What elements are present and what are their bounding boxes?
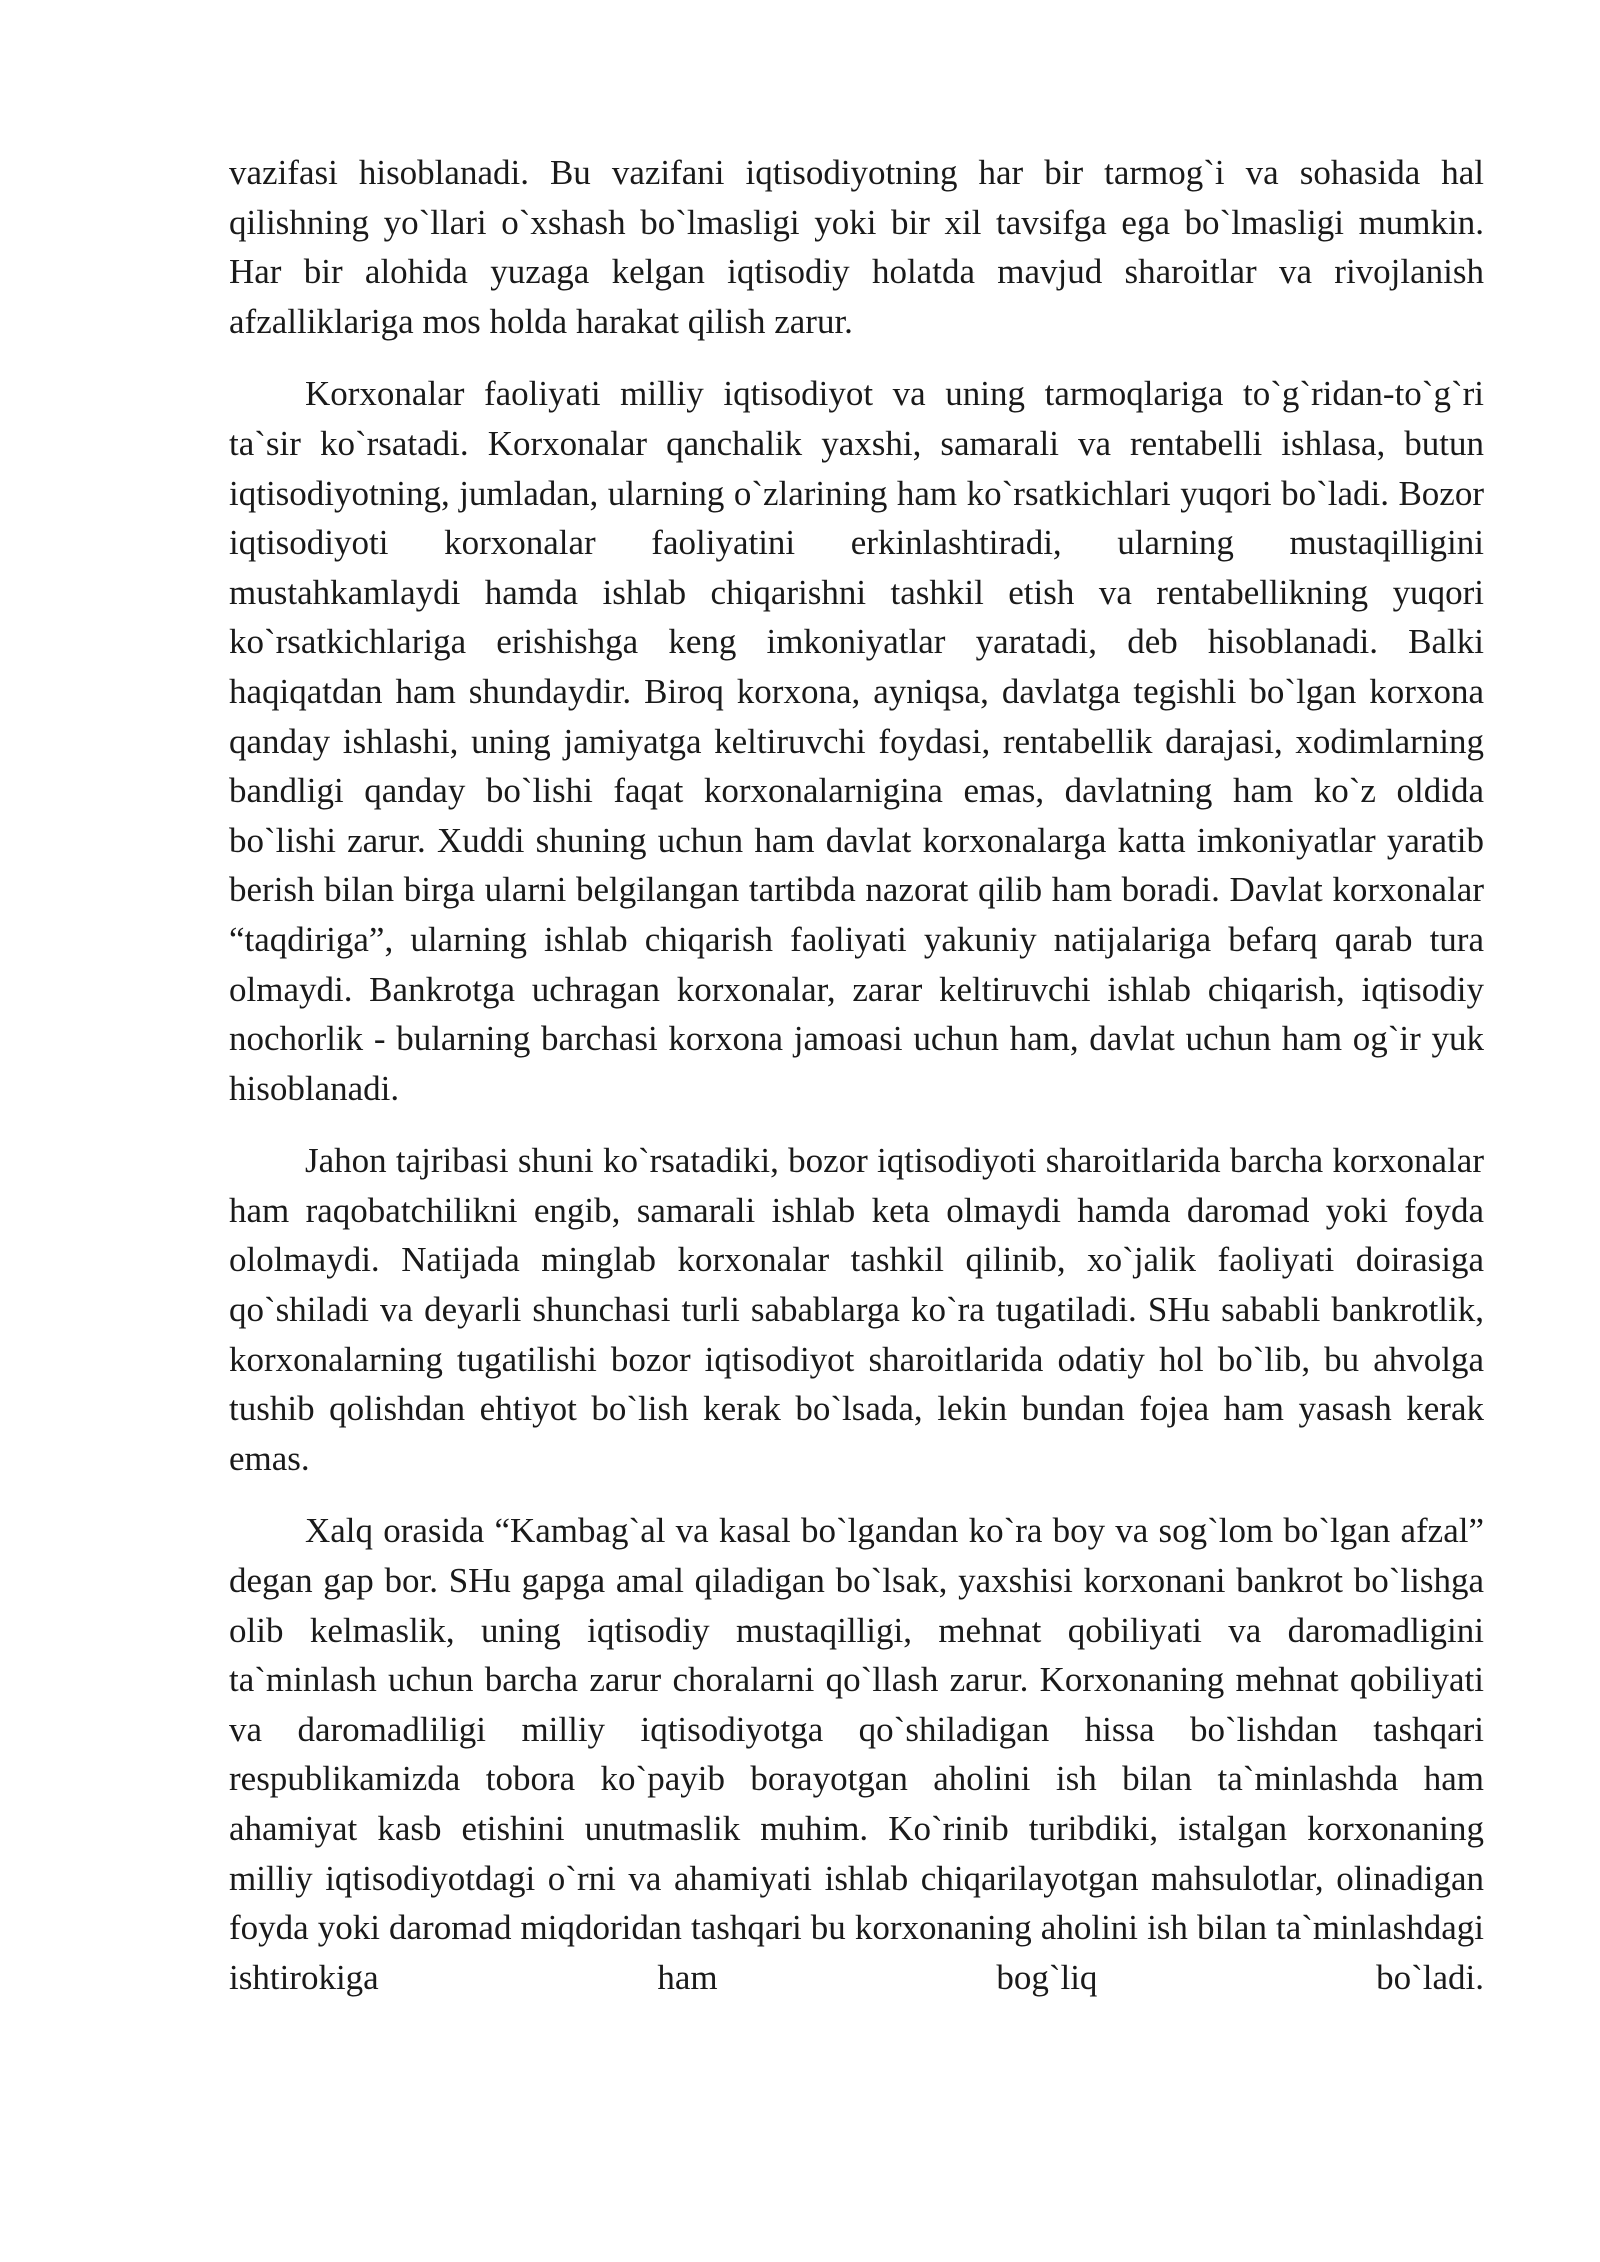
paragraph-1: vazifasi hisoblanadi. Bu vazifani iqtisodiyotning har bir tarmog`i va sohasida hal qilishning yo`llari o`xshash bo`lmasligi yoki bir xil tavsifga ega bo`lmasligi mumkin. Har bir alohida yuzaga kelgan iqtisodiy holatda mavjud sharoitlar va rivojlanish afzalliklariga mos holda harakat qilish zarur. — [229, 153, 1484, 341]
document-body — [229, 148, 1484, 2002]
paragraph-3: Jahon tajribasi shuni ko`rsatadiki, bozor iqtisodiyoti sharoitlarida barcha korxonalar ham raqobatchilikni engib, samarali ishlab keta olmaydi hamda daromad yoki foyda ololmaydi. Natijada minglab korxonalar tashkil qilinib, xo`jalik faoliyati doirasiga qo`shiladi va deyarli shunchasi turli sabablarga ko`ra tugatiladi. SHu sababli bankrotlik, korxonalarning tugatilishi bozor iqtisodiyot sharoitlarida odatiy hol bo`lib, bu ahvolga tushib qolishdan ehtiyot bo`lish kerak bo`lsada, lekin bundan fojea ham yasash kerak emas. — [229, 1141, 1484, 1478]
paragraph-4: Xalq orasida “Kambag`al va kasal bo`lgandan ko`ra boy va sog`lom bo`lgan afzal” degan gap bor. SHu gapga amal qiladigan bo`lsak, yaxshisi korxonani bankrot bo`lishga olib kelmaslik, uning iqtisodiy mustaqilligi, mehnat qobiliyati va daromadligini ta`minlash uchun barcha zarur choralarni qo`llash zarur. Korxonaning mehnat qobiliyati va daromadliligi milliy iqtisodiyotga qo`shiladigan hissa bo`lishdan tashqari respublikamizda tobora ko`payib borayotgan aholini ish bilan ta`minlashda ham ahamiyat kasb etishini unutmaslik muhim. Ko`rinib turibdiki, istalgan korxonaning milliy iqtisodiyotdagi o`rni va ahamiyati ishlab chiqarilayotgan mahsulotlar, olinadigan foyda yoki daromad miqdoridan tashqari bu korxonaning aholini ish bilan ta`minlashdagi ishtirokiga ham bog`liq bo`ladi. — [229, 1511, 1484, 1997]
paragraph-2: Korxonalar faoliyati milliy iqtisodiyot va uning tarmoqlariga to`g`ridan-to`g`ri ta`sir ko`rsatadi. Korxonalar qanchalik yaxshi, samarali va rentabelli ishlasa, butun iqtisodiyotning, jumladan, ularning o`zlarining ham ko`rsatkichlari yuqori bo`ladi. Bozor iqtisodiyoti korxonalar faoliyatini erkinlashtiradi, ularning mustaqilligini mustahkamlaydi hamda ishlab chiqarishni tashkil etish va rentabellikning yuqori ko`rsatkichlariga erishishga keng imkoniyatlar yaratadi, deb hisoblanadi. Balki haqiqatdan ham shundaydir. Biroq korxona, ayniqsa, davlatga tegishli bo`lgan korxona qanday ishlashi, uning jamiyatga keltiruvchi foydasi, rentabellik darajasi, xodimlarning bandligi qanday bo`lishi faqat korxonalarnigina emas, davlatning ham ko`z oldida bo`lishi zarur. Xuddi shuning uchun ham davlat korxonalarga katta imkoniyatlar yaratib berish bilan birga ularni belgilangan tartibda nazorat qilib ham boradi. Davlat korxonalar “taqdiriga”, ularning ishlab chiqarish faoliyati yakuniy natijalariga befarq qarab tura olmaydi. Bankrotga uchragan korxonalar, zarar keltiruvchi ishlab chiqarish, iqtisodiy nochorlik - bularning barchasi korxona jamoasi uchun ham, davlat uchun ham og`ir yuk hisoblanadi. — [229, 374, 1484, 1108]
